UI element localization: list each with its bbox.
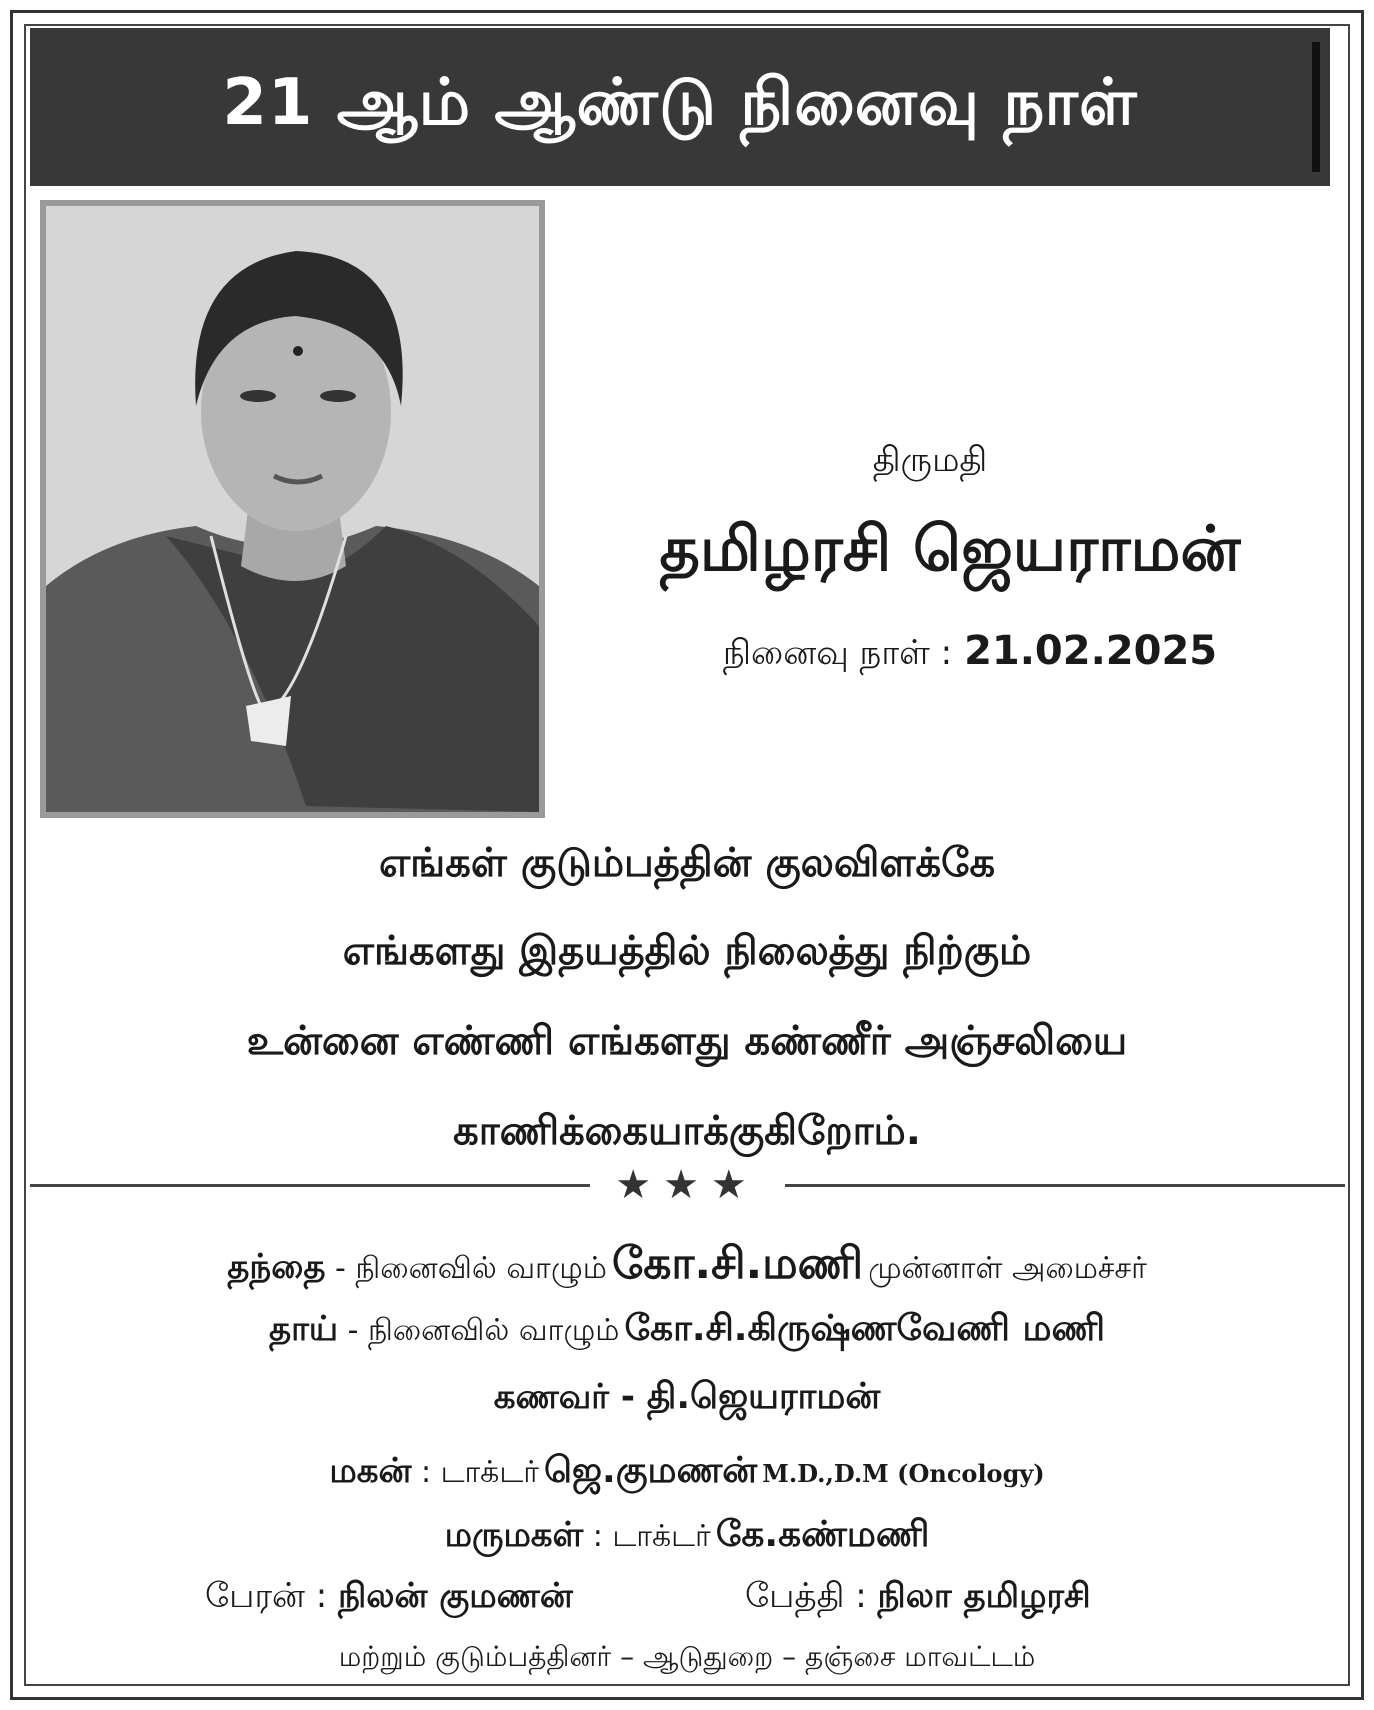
husband-name: தி.ஜெயராமன் <box>646 1376 881 1417</box>
mother-relation: தாய் <box>268 1309 339 1349</box>
daughter-in-law-line <box>40 1514 1334 1560</box>
header-edge-mark <box>1312 42 1320 172</box>
father-relation: தந்தை <box>227 1247 326 1287</box>
header-banner <box>30 28 1330 186</box>
grandson-relation: பேரன் : <box>205 1576 328 1616</box>
daughter-in-law-note: டாக்டர் <box>612 1519 711 1554</box>
mother-separator: - <box>338 1313 368 1348</box>
footer-text: மற்றும் குடும்பத்தினர் – ஆடுதுறை – தஞ்சை மாவட்டம் <box>338 1640 1036 1673</box>
husband-separator: - <box>609 1377 647 1417</box>
deceased-name: தமிழரசி ஜெயராமன் <box>659 512 1241 585</box>
divider-left <box>30 1184 590 1187</box>
memorial-date-value: 21.02.2025 <box>964 628 1218 674</box>
verse-line-2: எங்களது இதயத்தில் நிலைத்து நிற்கும் <box>342 928 1032 974</box>
honorific: திருமதி <box>872 440 988 480</box>
father-name: கோ.சி.மணி <box>612 1238 864 1289</box>
granddaughter-name: நிலா தமிழரசி <box>877 1576 1091 1616</box>
divider-stars: ★★★ <box>615 1162 759 1208</box>
father-line <box>40 1238 1334 1295</box>
daughter-in-law-separator: : <box>583 1519 613 1554</box>
husband-relation: கணவர் <box>493 1377 610 1417</box>
father-note: நினைவில் வாழும் <box>355 1251 607 1286</box>
father-separator: - <box>325 1251 356 1286</box>
divider-right <box>785 1184 1345 1187</box>
memorial-date-line <box>660 628 1280 677</box>
granddaughter-relation: பேத்தி : <box>745 1576 867 1616</box>
son-degree: M.D.,D.M (Oncology) <box>762 1459 1045 1488</box>
mother-line <box>40 1308 1334 1354</box>
daughter-in-law-relation: மருமகள் <box>444 1515 584 1555</box>
son-line <box>40 1450 1334 1496</box>
page-title: 21 ஆம் ஆண்டு நினைவு நாள் <box>222 66 1138 140</box>
father-title: முன்னாள் அமைச்சர் <box>868 1251 1147 1286</box>
verse-line-3: உன்னை எண்ணி எங்களது கண்ணீர் அஞ்சலியை <box>246 1018 1128 1064</box>
portrait-illustration <box>46 206 539 812</box>
mother-note: நினைவில் வாழும் <box>367 1313 620 1348</box>
son-separator: : <box>411 1455 441 1490</box>
mother-name: கோ.சி.கிருஷ்ணவேணி மணி <box>624 1308 1106 1349</box>
son-relation: மகன் <box>329 1451 412 1491</box>
grandson-name: நிலன் குமணன் <box>338 1576 573 1616</box>
son-name: ஜெ.குமணன் <box>544 1450 758 1491</box>
verse-line-4: காணிக்கையாக்குகிறோம். <box>453 1108 921 1154</box>
son-note: டாக்டர் <box>440 1455 539 1490</box>
portrait-photo <box>40 200 545 818</box>
memorial-date-label: நினைவு நாள் : <box>722 633 953 673</box>
grandson-line <box>205 1576 573 1620</box>
verse-line-1: எங்கள் குடும்பத்தின் குலவிளக்கே <box>378 840 996 886</box>
granddaughter-line <box>745 1576 1091 1620</box>
daughter-in-law-name: கே.கண்மணி <box>715 1514 930 1555</box>
husband-line <box>40 1376 1334 1422</box>
